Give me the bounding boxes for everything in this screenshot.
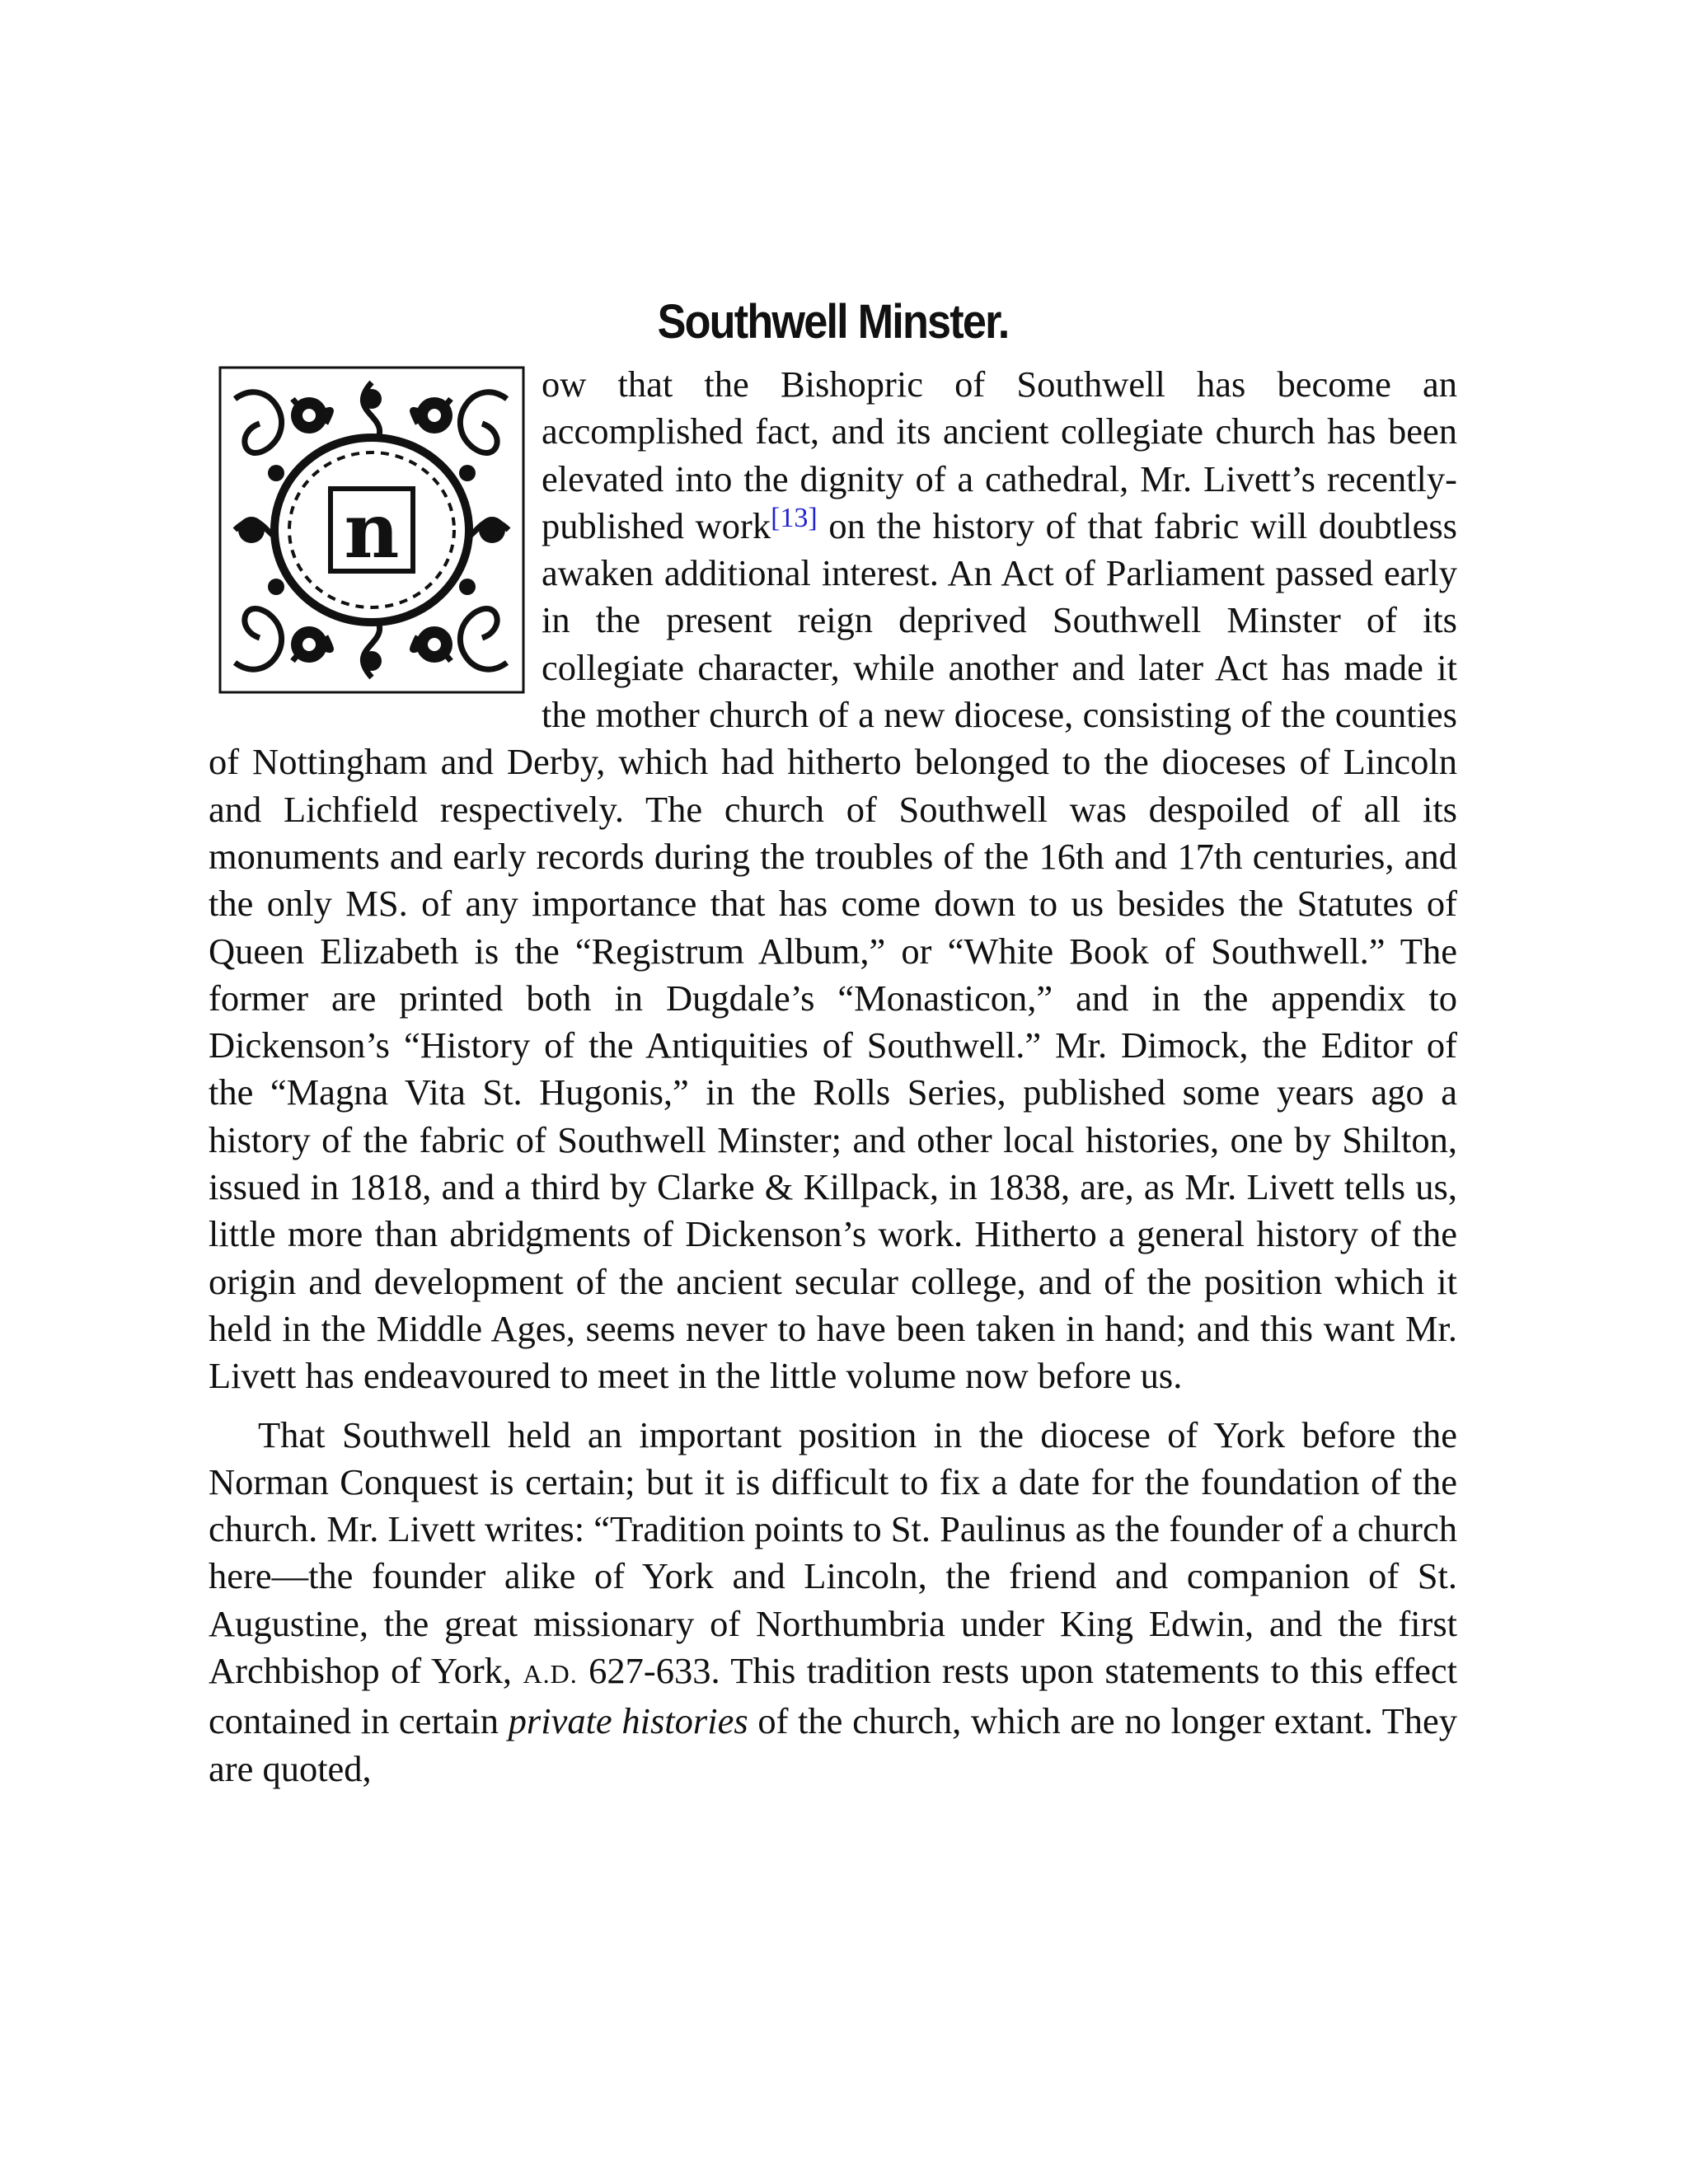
ornamental-dropcap <box>218 366 525 694</box>
italic-phrase: private histories <box>508 1700 748 1742</box>
page-title: Southwell Minster. <box>657 295 1009 349</box>
paragraph-1: ow that the Bishopric of Southwell has become an accomplished fact, and its ancient collegiate church has been elevated into the dignity of a cathedral, Mr. Livett’s recently-published work[13] on the history of that fabric will doubtless awaken additional interest. An Act of Parliament passed early in the present reign deprived Southwell Minster of its collegiate character, while another and later Act has made it the mother church of a new diocese, consisting of the counties of Nottingham and Derby, which had hitherto belonged to the dioceses of Lincoln and Lichfield respectively. The church of Southwell was despoiled of all its monuments and early records during the troubles of the 16th and 17th centuries, and the only MS. of any importance that has come down to us besides the Statutes of Queen Elizabeth is the “Registrum Album,” or “White Book of Southwell.” The former are printed both in Dugdale’s “Monasticon,” and in the appendix to Dickenson’s “History of the Antiquities of Southwell.” Mr. Dimock, the Editor of the “Magna Vita St. Hugonis,” in the Rolls Series, published some years ago a history of the fabric of Southwell Minster; and other local histories, one by Shilton, issued in 1818, and a third by Clarke & Killpack, in 1838, are, as Mr. Livett tells us, little more than abridgments of Dickenson’s work. Hitherto a general history of the origin and development of the ancient secular college, and of the position which it held in the Middle Ages, seems never to have been taken in hand; and this want Mr. Livett has endeavoured to meet in the little volume now before us. <box>209 363 1457 1397</box>
paragraph-2: That Southwell held an important position in the diocese of York before the Norman Conquest is certain; but it is difficult to fix a date for the foundation of the church. Mr. Livett writes: “Tradition points to St. Paulinus as the founder of a church here—the founder alike of York and Lincoln, the friend and companion of St. Augustine, the great missionary of Northumbria under King Edwin, and the first Archbishop of York, A.D. 627-633. This tradition rests upon statements to this effect contained in certain private histories of the church, which are no longer extant. They are quoted, <box>209 1413 1457 1789</box>
era-abbreviation: A.D. <box>523 1659 578 1690</box>
svg-text:n: n <box>344 486 400 575</box>
page-content <box>209 295 1457 1793</box>
footnote-link[interactable]: [13] <box>771 502 818 533</box>
